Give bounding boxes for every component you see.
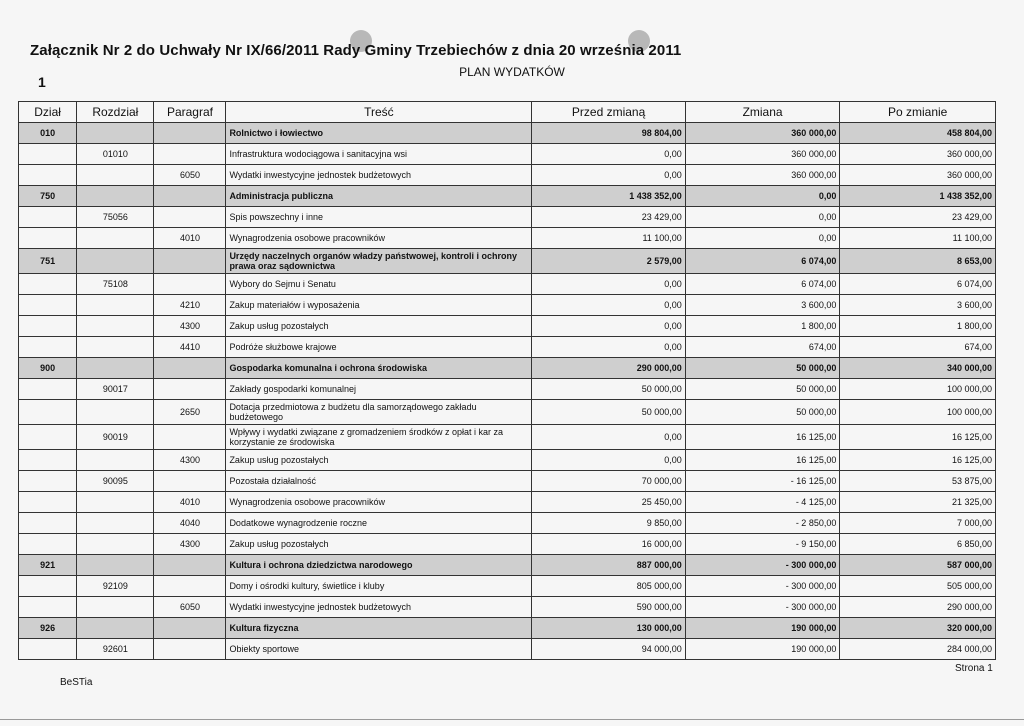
- table-row-paragraf: [19, 337, 996, 358]
- cell-dzial: [19, 450, 77, 471]
- cell-zmiana: - 300 000,00: [685, 576, 840, 597]
- cell-rozdzial: [77, 123, 154, 144]
- cell-przed-zmiana: 98 804,00: [532, 123, 685, 144]
- cell-zmiana: - 4 125,00: [685, 492, 840, 513]
- cell-zmiana: 360 000,00: [685, 165, 840, 186]
- cell-tresc: Spis powszechny i inne: [226, 207, 532, 228]
- cell-paragraf: 6050: [154, 597, 226, 618]
- cell-tresc: Kultura i ochrona dziedzictwa narodowego: [226, 555, 532, 576]
- expense-plan-table: [18, 101, 996, 660]
- cell-paragraf: 4210: [154, 295, 226, 316]
- cell-przed-zmiana: 290 000,00: [532, 358, 685, 379]
- table-row-dzial: [19, 186, 996, 207]
- cell-zmiana: 1 800,00: [685, 316, 840, 337]
- cell-paragraf: [154, 379, 226, 400]
- cell-paragraf: [154, 358, 226, 379]
- cell-dzial: [19, 492, 77, 513]
- cell-paragraf: [154, 425, 226, 450]
- cell-paragraf: [154, 249, 226, 274]
- cell-tresc: Wybory do Sejmu i Senatu: [226, 274, 532, 295]
- table-row-rozdzial: [19, 144, 996, 165]
- cell-dzial: [19, 471, 77, 492]
- cell-tresc: Urzędy naczelnych organów władzy państwowej, kontroli i ochrony prawa oraz sądownictwa: [226, 249, 532, 274]
- cell-paragraf: [154, 123, 226, 144]
- table-row-dzial: [19, 618, 996, 639]
- cell-tresc: Administracja publiczna: [226, 186, 532, 207]
- cell-zmiana: - 16 125,00: [685, 471, 840, 492]
- cell-rozdzial: [77, 337, 154, 358]
- cell-dzial: [19, 228, 77, 249]
- cell-tresc: Wpływy i wydatki związane z gromadzeniem środków z opłat i kar za korzystanie ze środowiska: [226, 425, 532, 450]
- cell-tresc: Dodatkowe wynagrodzenie roczne: [226, 513, 532, 534]
- cell-zmiana: 3 600,00: [685, 295, 840, 316]
- cell-zmiana: 6 074,00: [685, 249, 840, 274]
- cell-zmiana: 50 000,00: [685, 400, 840, 425]
- cell-przed-zmiana: 2 579,00: [532, 249, 685, 274]
- cell-tresc: Zakup usług pozostałych: [226, 450, 532, 471]
- cell-po-zmianie: 1 438 352,00: [840, 186, 996, 207]
- column-header-paragraf: Paragraf: [154, 102, 226, 123]
- table-row-paragraf: [19, 450, 996, 471]
- cell-tresc: Dotacja przedmiotowa z budżetu dla samorządowego zakładu budżetowego: [226, 400, 532, 425]
- cell-rozdzial: 90017: [77, 379, 154, 400]
- cell-po-zmianie: 3 600,00: [840, 295, 996, 316]
- cell-przed-zmiana: 887 000,00: [532, 555, 685, 576]
- table-row-rozdzial: [19, 425, 996, 450]
- cell-paragraf: [154, 274, 226, 295]
- cell-przed-zmiana: 805 000,00: [532, 576, 685, 597]
- cell-tresc: Zakup usług pozostałych: [226, 534, 532, 555]
- cell-dzial: [19, 513, 77, 534]
- cell-dzial: [19, 295, 77, 316]
- cell-tresc: Rolnictwo i łowiectwo: [226, 123, 532, 144]
- table-row-dzial: [19, 123, 996, 144]
- table-row-paragraf: [19, 316, 996, 337]
- cell-rozdzial: [77, 513, 154, 534]
- cell-przed-zmiana: 0,00: [532, 450, 685, 471]
- cell-po-zmianie: 23 429,00: [840, 207, 996, 228]
- cell-zmiana: - 2 850,00: [685, 513, 840, 534]
- cell-rozdzial: 92109: [77, 576, 154, 597]
- cell-dzial: 921: [19, 555, 77, 576]
- cell-tresc: Pozostała działalność: [226, 471, 532, 492]
- cell-paragraf: 4010: [154, 228, 226, 249]
- cell-paragraf: [154, 144, 226, 165]
- cell-paragraf: 4300: [154, 316, 226, 337]
- table-row-paragraf: [19, 492, 996, 513]
- cell-przed-zmiana: 0,00: [532, 274, 685, 295]
- cell-rozdzial: 01010: [77, 144, 154, 165]
- cell-przed-zmiana: 70 000,00: [532, 471, 685, 492]
- cell-przed-zmiana: 0,00: [532, 165, 685, 186]
- document-subtitle: PLAN WYDATKÓW: [459, 65, 565, 79]
- table-row-paragraf: [19, 295, 996, 316]
- cell-zmiana: - 300 000,00: [685, 597, 840, 618]
- cell-paragraf: [154, 639, 226, 660]
- cell-po-zmianie: 100 000,00: [840, 400, 996, 425]
- column-header-tresc: Treść: [226, 102, 532, 123]
- cell-po-zmianie: 1 800,00: [840, 316, 996, 337]
- cell-przed-zmiana: 590 000,00: [532, 597, 685, 618]
- cell-paragraf: [154, 471, 226, 492]
- table-row-rozdzial: [19, 274, 996, 295]
- cell-przed-zmiana: 0,00: [532, 316, 685, 337]
- cell-rozdzial: 75056: [77, 207, 154, 228]
- cell-zmiana: 6 074,00: [685, 274, 840, 295]
- cell-dzial: [19, 316, 77, 337]
- cell-tresc: Zakłady gospodarki komunalnej: [226, 379, 532, 400]
- cell-paragraf: 6050: [154, 165, 226, 186]
- cell-rozdzial: [77, 597, 154, 618]
- cell-dzial: [19, 144, 77, 165]
- cell-przed-zmiana: 50 000,00: [532, 379, 685, 400]
- table-row-paragraf: [19, 597, 996, 618]
- cell-po-zmianie: 458 804,00: [840, 123, 996, 144]
- cell-rozdzial: [77, 165, 154, 186]
- column-header-dzial: Dział: [19, 102, 77, 123]
- cell-paragraf: [154, 186, 226, 207]
- cell-po-zmianie: 360 000,00: [840, 165, 996, 186]
- cell-zmiana: 50 000,00: [685, 379, 840, 400]
- cell-tresc: Wydatki inwestycyjne jednostek budżetowych: [226, 165, 532, 186]
- cell-paragraf: 4300: [154, 534, 226, 555]
- cell-po-zmianie: 360 000,00: [840, 144, 996, 165]
- cell-paragraf: 4300: [154, 450, 226, 471]
- cell-przed-zmiana: 0,00: [532, 337, 685, 358]
- cell-po-zmianie: 21 325,00: [840, 492, 996, 513]
- cell-po-zmianie: 53 875,00: [840, 471, 996, 492]
- cell-rozdzial: [77, 228, 154, 249]
- cell-zmiana: - 9 150,00: [685, 534, 840, 555]
- cell-paragraf: 4410: [154, 337, 226, 358]
- cell-rozdzial: [77, 249, 154, 274]
- cell-po-zmianie: 100 000,00: [840, 379, 996, 400]
- cell-rozdzial: [77, 534, 154, 555]
- cell-dzial: 926: [19, 618, 77, 639]
- table-row-rozdzial: [19, 576, 996, 597]
- cell-zmiana: 0,00: [685, 186, 840, 207]
- cell-rozdzial: [77, 555, 154, 576]
- cell-po-zmianie: 505 000,00: [840, 576, 996, 597]
- cell-rozdzial: [77, 618, 154, 639]
- cell-rozdzial: 92601: [77, 639, 154, 660]
- cell-przed-zmiana: 16 000,00: [532, 534, 685, 555]
- cell-zmiana: 190 000,00: [685, 639, 840, 660]
- table-row-dzial: [19, 249, 996, 274]
- cell-przed-zmiana: 0,00: [532, 295, 685, 316]
- table-row-paragraf: [19, 400, 996, 425]
- cell-rozdzial: [77, 186, 154, 207]
- cell-tresc: Wydatki inwestycyjne jednostek budżetowych: [226, 597, 532, 618]
- cell-po-zmianie: 674,00: [840, 337, 996, 358]
- cell-dzial: [19, 400, 77, 425]
- cell-zmiana: 16 125,00: [685, 425, 840, 450]
- cell-paragraf: [154, 555, 226, 576]
- table-row-paragraf: [19, 165, 996, 186]
- cell-rozdzial: [77, 358, 154, 379]
- cell-tresc: Infrastruktura wodociągowa i sanitacyjna wsi: [226, 144, 532, 165]
- cell-po-zmianie: 7 000,00: [840, 513, 996, 534]
- cell-rozdzial: [77, 316, 154, 337]
- column-header-po-zmianie: Po zmianie: [840, 102, 996, 123]
- cell-po-zmianie: 284 000,00: [840, 639, 996, 660]
- cell-dzial: 010: [19, 123, 77, 144]
- cell-po-zmianie: 340 000,00: [840, 358, 996, 379]
- cell-rozdzial: [77, 400, 154, 425]
- cell-tresc: Kultura fizyczna: [226, 618, 532, 639]
- cell-zmiana: 190 000,00: [685, 618, 840, 639]
- footer-software-name: BeSTia: [60, 677, 93, 688]
- cell-przed-zmiana: 94 000,00: [532, 639, 685, 660]
- cell-zmiana: 16 125,00: [685, 450, 840, 471]
- page-marker: 1: [38, 74, 46, 90]
- document-title: Załącznik Nr 2 do Uchwały Nr IX/66/2011 Rady Gminy Trzebiechów z dnia 20 września 2011: [30, 42, 682, 59]
- cell-po-zmianie: 16 125,00: [840, 425, 996, 450]
- cell-przed-zmiana: 25 450,00: [532, 492, 685, 513]
- cell-zmiana: 360 000,00: [685, 123, 840, 144]
- footer-page-number: Strona 1: [955, 663, 993, 674]
- cell-dzial: 751: [19, 249, 77, 274]
- cell-przed-zmiana: 23 429,00: [532, 207, 685, 228]
- cell-dzial: 900: [19, 358, 77, 379]
- cell-po-zmianie: 11 100,00: [840, 228, 996, 249]
- cell-rozdzial: [77, 450, 154, 471]
- cell-przed-zmiana: 0,00: [532, 425, 685, 450]
- cell-po-zmianie: 6 850,00: [840, 534, 996, 555]
- cell-dzial: [19, 534, 77, 555]
- cell-tresc: Obiekty sportowe: [226, 639, 532, 660]
- table-row-rozdzial: [19, 379, 996, 400]
- cell-paragraf: [154, 576, 226, 597]
- cell-po-zmianie: 320 000,00: [840, 618, 996, 639]
- cell-dzial: [19, 207, 77, 228]
- cell-paragraf: 4010: [154, 492, 226, 513]
- cell-tresc: Wynagrodzenia osobowe pracowników: [226, 492, 532, 513]
- cell-rozdzial: [77, 295, 154, 316]
- cell-dzial: [19, 165, 77, 186]
- table-row-paragraf: [19, 534, 996, 555]
- cell-dzial: [19, 576, 77, 597]
- cell-dzial: 750: [19, 186, 77, 207]
- cell-po-zmianie: 290 000,00: [840, 597, 996, 618]
- cell-paragraf: [154, 618, 226, 639]
- bottom-rule: [0, 719, 1024, 720]
- table-row-paragraf: [19, 228, 996, 249]
- cell-przed-zmiana: 0,00: [532, 144, 685, 165]
- cell-tresc: Domy i ośrodki kultury, świetlice i kluby: [226, 576, 532, 597]
- cell-tresc: Podróże służbowe krajowe: [226, 337, 532, 358]
- cell-po-zmianie: 587 000,00: [840, 555, 996, 576]
- cell-paragraf: [154, 207, 226, 228]
- cell-przed-zmiana: 50 000,00: [532, 400, 685, 425]
- cell-po-zmianie: 8 653,00: [840, 249, 996, 274]
- cell-przed-zmiana: 1 438 352,00: [532, 186, 685, 207]
- cell-dzial: [19, 639, 77, 660]
- cell-zmiana: 0,00: [685, 207, 840, 228]
- table-row-dzial: [19, 555, 996, 576]
- cell-tresc: Wynagrodzenia osobowe pracowników: [226, 228, 532, 249]
- cell-zmiana: 674,00: [685, 337, 840, 358]
- table-row-rozdzial: [19, 639, 996, 660]
- cell-dzial: [19, 379, 77, 400]
- column-header-rozdzial: Rozdział: [77, 102, 154, 123]
- cell-dzial: [19, 274, 77, 295]
- cell-przed-zmiana: 9 850,00: [532, 513, 685, 534]
- column-header-przed-zmiana: Przed zmianą: [532, 102, 685, 123]
- cell-tresc: Zakup materiałów i wyposażenia: [226, 295, 532, 316]
- cell-zmiana: 360 000,00: [685, 144, 840, 165]
- cell-rozdzial: 90095: [77, 471, 154, 492]
- table-row-rozdzial: [19, 207, 996, 228]
- cell-zmiana: - 300 000,00: [685, 555, 840, 576]
- table-row-rozdzial: [19, 471, 996, 492]
- table-row-dzial: [19, 358, 996, 379]
- cell-paragraf: 2650: [154, 400, 226, 425]
- cell-rozdzial: 90019: [77, 425, 154, 450]
- cell-rozdzial: 75108: [77, 274, 154, 295]
- cell-po-zmianie: 6 074,00: [840, 274, 996, 295]
- cell-zmiana: 0,00: [685, 228, 840, 249]
- table-header-row: [19, 102, 996, 123]
- column-header-zmiana: Zmiana: [685, 102, 840, 123]
- cell-zmiana: 50 000,00: [685, 358, 840, 379]
- cell-tresc: Zakup usług pozostałych: [226, 316, 532, 337]
- cell-paragraf: 4040: [154, 513, 226, 534]
- cell-przed-zmiana: 11 100,00: [532, 228, 685, 249]
- cell-dzial: [19, 337, 77, 358]
- cell-rozdzial: [77, 492, 154, 513]
- cell-po-zmianie: 16 125,00: [840, 450, 996, 471]
- table-row-paragraf: [19, 513, 996, 534]
- cell-dzial: [19, 425, 77, 450]
- cell-dzial: [19, 597, 77, 618]
- cell-tresc: Gospodarka komunalna i ochrona środowiska: [226, 358, 532, 379]
- cell-przed-zmiana: 130 000,00: [532, 618, 685, 639]
